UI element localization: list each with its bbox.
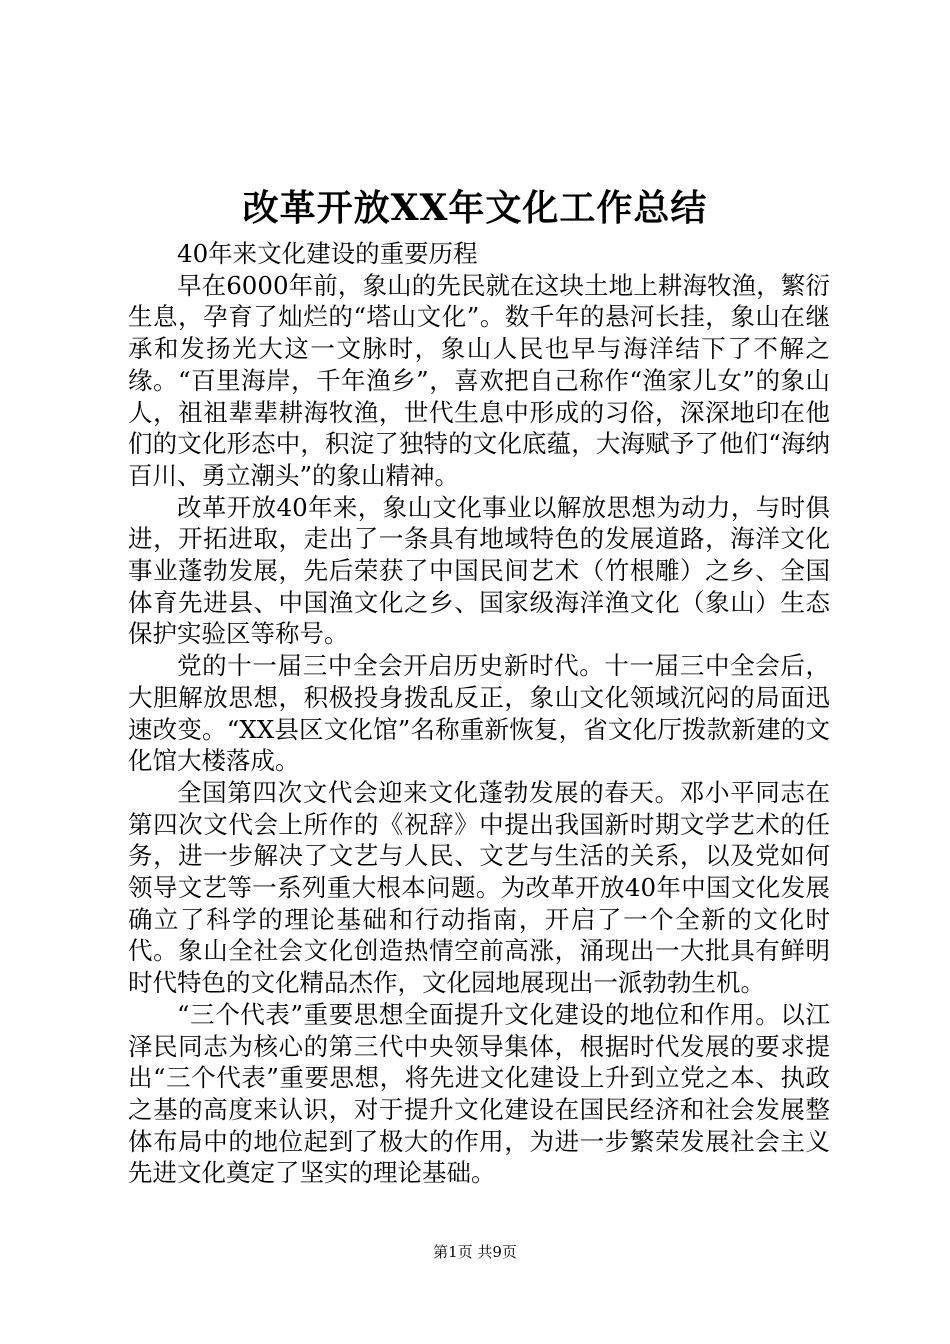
section-heading: 40年来文化建设的重要历程 [177,239,478,268]
document-title: 改革开放XX年文化工作总结 [242,187,708,229]
paragraph: 党的十一届三中全会开启历史新时代。十一届三中全会后，大胆解放思想，积极投身拨乱反正，象山文化领域沉闷的局面迅速改变。“XX县区文化馆”名称重新恢复，省文化厅拨款新建的文化馆大楼落成。 [128,651,830,776]
document-body [128,238,830,1189]
page-number-footer: 第1页 共9页 [433,1243,517,1261]
paragraph: 全国第四次文代会迎来文化蓬勃发展的春天。邓小平同志在第四次文代会上所作的《祝辞》中提出我国新时期文学艺术的任务，进一步解决了文艺与人民、文艺与生活的关系，以及党如何领导文艺等一系列重大根本问题。为改革开放40年中国文化发展确立了科学的理论基础和行动指南，开启了一个全新的文化时代。象山全社会文化创造热情空前高涨，涌现出一大批具有鲜明时代特色的文化精品杰作，文化园地展现出一派勃勃生机。 [128,777,830,998]
paragraph: 改革开放40年来，象山文化事业以解放思想为动力，与时俱进，开拓进取，走出了一条具有地域特色的发展道路，海洋文化事业蓬勃发展，先后荣获了中国民间艺术（竹根雕）之乡、全国体育先进县、中国渔文化之乡、国家级海洋渔文化（象山）生态保护实验区等称号。 [128,492,830,649]
paragraph: 早在6000年前，象山的先民就在这块土地上耕海牧渔，繁衍生息，孕育了灿烂的“塔山文化”。数千年的悬河长挂，象山在继承和发扬光大这一文脉时，象山人民也早与海洋结下了不解之缘。“百里海岸，千年渔乡”，喜欢把自己称作“渔家儿女”的象山人，祖祖辈辈耕海牧渔，世代生息中形成的习俗，深深地印在他们的文化形态中，积淀了独特的文化底蕴，大海赋予了他们“海纳百川、勇立潮头”的象山精神。 [128,270,830,490]
paragraph: “三个代表”重要思想全面提升文化建设的地位和作用。以江泽民同志为核心的第三代中央领导集体，根据时代发展的要求提出“三个代表”重要思想，将先进文化建设上升到立党之本、执政之基的高度来认识，对于提升文化建设在国民经济和社会发展整体布局中的地位起到了极大的作用，为进一步繁荣发展社会主义先进文化奠定了坚实的理论基础。 [128,999,830,1188]
